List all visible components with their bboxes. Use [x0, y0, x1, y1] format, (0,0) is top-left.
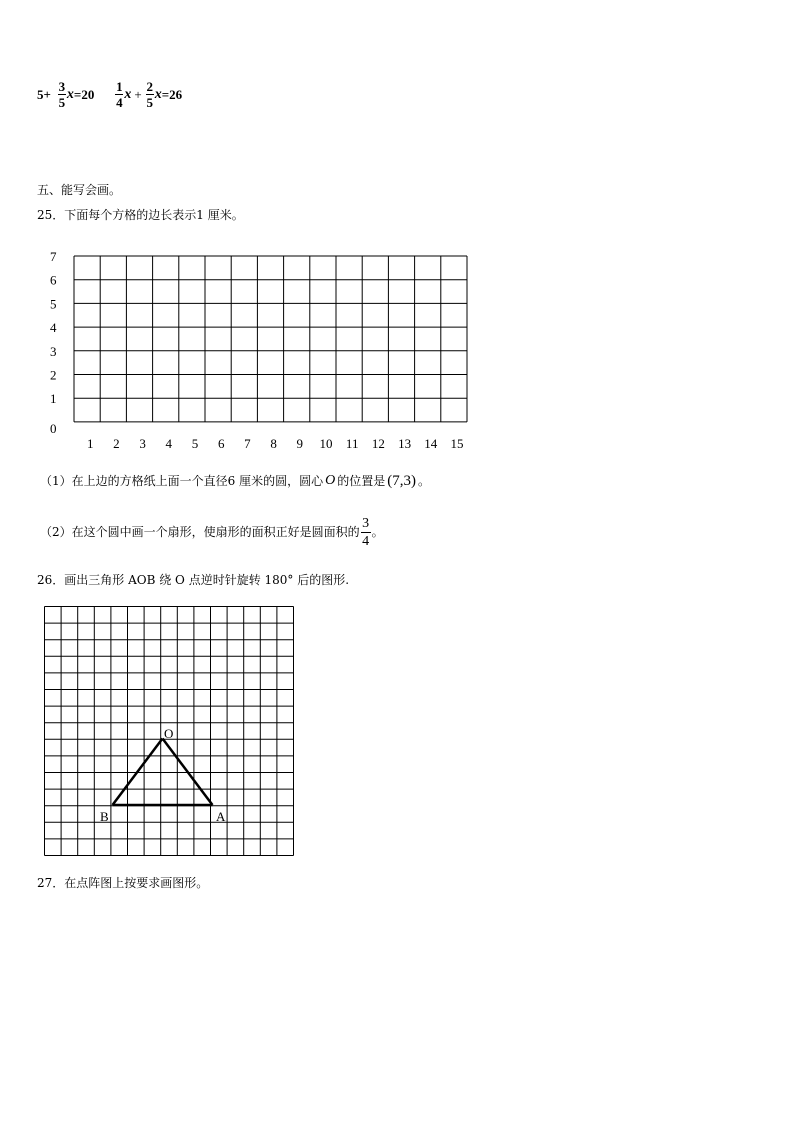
eq2-var1: x: [124, 86, 132, 102]
q25-part2-fraction: [361, 516, 371, 549]
eq1-den: 5: [58, 95, 66, 110]
q25-y-label: 5: [50, 296, 57, 312]
triangle-side-oa: [163, 739, 213, 806]
q25-part1-coord: (7,3): [387, 473, 416, 489]
equation-row: [37, 80, 182, 109]
label-a: A: [216, 809, 226, 824]
q26-title: 26．画出三角形 AOB 绕 O 点逆时针旋转 180° 后的图形.: [37, 573, 350, 587]
eq2-var2: x: [154, 86, 162, 102]
q25-y-label: 4: [50, 320, 57, 336]
q25-x-label: 8: [270, 435, 277, 450]
q25-part2-text: （2）在这个圆中画一个扇形，使扇形的面积正好是圆面积的: [40, 525, 360, 539]
q26-grid: [40, 603, 298, 861]
eq2-num2: 2: [146, 79, 153, 94]
q25-x-label: 13: [398, 435, 412, 450]
q25-x-label: 5: [191, 435, 199, 450]
q25-title: 25．下面每个方格的边长表示1 厘米。: [37, 208, 244, 222]
q25-x-label: 7: [244, 435, 251, 450]
q25-x-label: 11: [345, 435, 359, 450]
q25-grid: [40, 244, 490, 450]
label-b: B: [100, 809, 109, 824]
q25-part2-num: 3: [362, 515, 370, 531]
q25-part1-mid: 的位置是: [337, 474, 386, 488]
eq1-var: x: [66, 86, 74, 102]
q25-x-label: 1: [86, 435, 94, 450]
eq2-tail: =26: [161, 86, 183, 102]
q25-x-label: 2: [113, 435, 120, 450]
q25-y-label: 3: [50, 343, 57, 359]
q25-x-label: 6: [217, 435, 225, 450]
q25-y-label: 1: [50, 391, 57, 407]
q25-part1-var: O: [325, 473, 336, 488]
q25-x-label: 12: [371, 435, 385, 450]
q25-part1-text: （1）在上边的方格纸上面一个直径6 厘米的圆，圆心: [40, 474, 324, 488]
q25-x-label: 4: [165, 435, 173, 450]
section-title: 五、能写会画。: [37, 183, 122, 197]
q25-y-label: 6: [50, 272, 57, 288]
triangle-side-ob: [113, 739, 163, 806]
q25-y-label: 2: [50, 367, 57, 383]
q25-x-label: 14: [424, 435, 438, 450]
q25-x-label: 10: [319, 435, 333, 450]
q25-y-label: 0: [50, 420, 57, 436]
eq2-plus: +: [134, 86, 142, 102]
q25-part2-end: 。: [371, 525, 384, 539]
eq2-num1: 1: [116, 79, 123, 94]
q25-part2-den: 4: [362, 533, 370, 549]
q25-part1-end: 。: [417, 474, 430, 488]
q27-title: 27．在点阵图上按要求画图形。: [37, 876, 209, 890]
eq1-num: 3: [58, 79, 66, 94]
q25-y-label: 7: [50, 249, 57, 264]
label-o: O: [164, 726, 174, 741]
eq1-fraction: [58, 80, 66, 109]
q25-y-labels: [50, 249, 57, 436]
eq2-den1: 4: [116, 95, 123, 110]
q25-part1: [40, 473, 430, 489]
q25-x-labels: [87, 436, 464, 450]
eq2-fraction-2: [146, 80, 154, 109]
q25-x-label: 9: [296, 435, 304, 450]
q25-part2: [40, 515, 384, 549]
q25-grid-lines: [74, 256, 467, 422]
eq1-lead: 5+: [37, 86, 51, 102]
eq1-tail: =20: [73, 86, 95, 102]
eq2-fraction-1: [115, 80, 123, 109]
eq2-den2: 5: [146, 95, 153, 110]
q25-x-label: 3: [139, 435, 146, 450]
q25-x-label: 15: [450, 435, 464, 450]
